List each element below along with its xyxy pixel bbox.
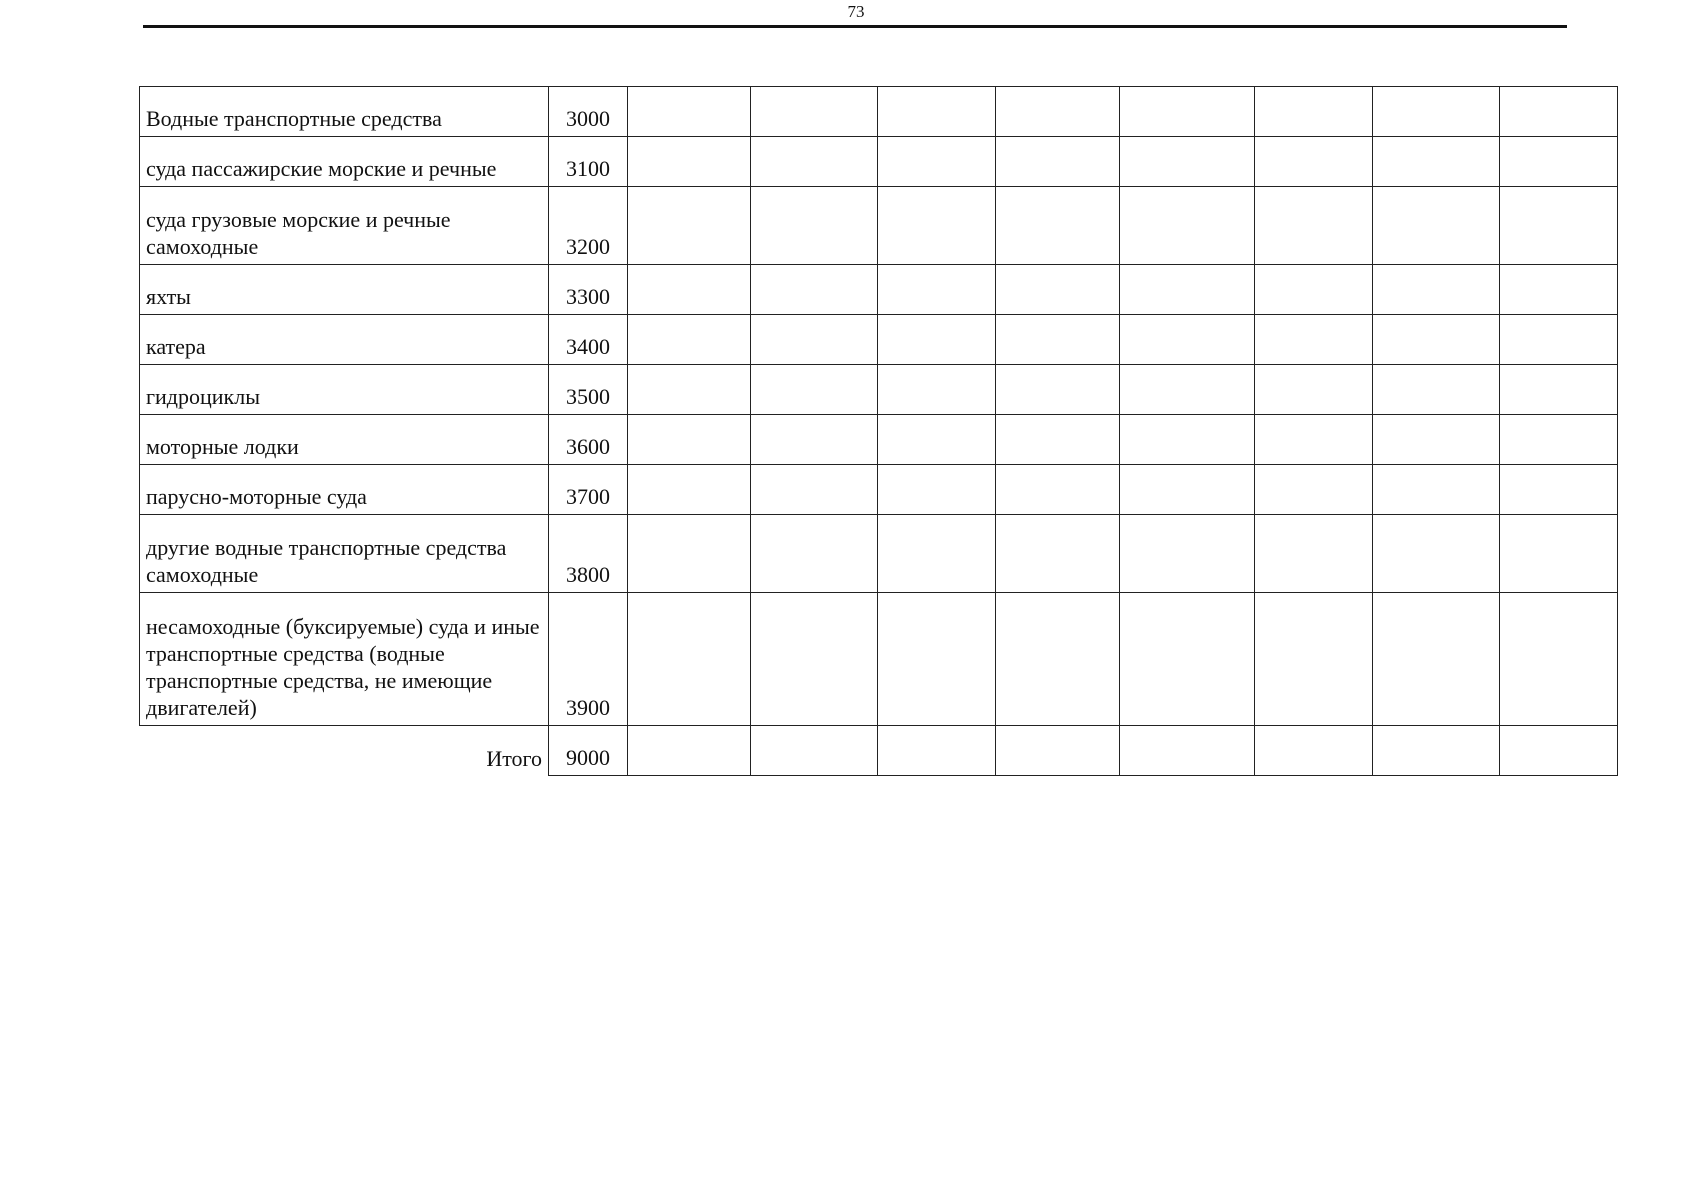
input-cell[interactable] [1255, 593, 1373, 726]
row-code: 3300 [549, 265, 628, 315]
input-cell[interactable] [1500, 515, 1618, 593]
input-cell[interactable] [1373, 365, 1500, 415]
input-cell[interactable] [1373, 315, 1500, 365]
total-code: 9000 [549, 726, 628, 776]
input-cell[interactable] [878, 465, 996, 515]
input-cell[interactable] [1255, 465, 1373, 515]
input-cell[interactable] [1255, 187, 1373, 265]
input-cell[interactable] [751, 265, 878, 315]
input-cell[interactable] [878, 365, 996, 415]
input-cell[interactable] [996, 265, 1120, 315]
row-code: 3500 [549, 365, 628, 415]
input-cell[interactable] [1120, 415, 1255, 465]
input-cell[interactable] [878, 726, 996, 776]
input-cell[interactable] [996, 515, 1120, 593]
input-cell[interactable] [628, 187, 751, 265]
input-cell[interactable] [1120, 365, 1255, 415]
row-label: моторные лодки [140, 415, 549, 465]
row-code: 3200 [549, 187, 628, 265]
input-cell[interactable] [1120, 465, 1255, 515]
table-row [140, 87, 1618, 137]
row-code: 3600 [549, 415, 628, 465]
row-label: яхты [140, 265, 549, 315]
input-cell[interactable] [1500, 187, 1618, 265]
input-cell[interactable] [1255, 87, 1373, 137]
input-cell[interactable] [878, 187, 996, 265]
input-cell[interactable] [1120, 265, 1255, 315]
input-cell[interactable] [751, 726, 878, 776]
table-row [140, 365, 1618, 415]
input-cell[interactable] [1373, 187, 1500, 265]
input-cell[interactable] [996, 315, 1120, 365]
input-cell[interactable] [878, 315, 996, 365]
input-cell[interactable] [996, 137, 1120, 187]
input-cell[interactable] [1373, 415, 1500, 465]
input-cell[interactable] [878, 87, 996, 137]
input-cell[interactable] [751, 593, 878, 726]
input-cell[interactable] [628, 726, 751, 776]
input-cell[interactable] [878, 265, 996, 315]
input-cell[interactable] [996, 87, 1120, 137]
input-cell[interactable] [751, 465, 878, 515]
input-cell[interactable] [1120, 187, 1255, 265]
input-cell[interactable] [1255, 515, 1373, 593]
input-cell[interactable] [996, 365, 1120, 415]
input-cell[interactable] [1120, 315, 1255, 365]
input-cell[interactable] [628, 365, 751, 415]
input-cell[interactable] [1500, 465, 1618, 515]
input-cell[interactable] [628, 137, 751, 187]
input-cell[interactable] [1120, 515, 1255, 593]
table-row [140, 465, 1618, 515]
input-cell[interactable] [1500, 315, 1618, 365]
input-cell[interactable] [1255, 315, 1373, 365]
input-cell[interactable] [751, 415, 878, 465]
row-label: парусно-моторные суда [140, 465, 549, 515]
input-cell[interactable] [628, 515, 751, 593]
table-row [140, 515, 1618, 593]
row-label: катера [140, 315, 549, 365]
input-cell[interactable] [1373, 87, 1500, 137]
input-cell[interactable] [1500, 726, 1618, 776]
input-cell[interactable] [751, 365, 878, 415]
table-row [140, 593, 1618, 726]
input-cell[interactable] [996, 593, 1120, 726]
input-cell[interactable] [1120, 726, 1255, 776]
input-cell[interactable] [1120, 593, 1255, 726]
input-cell[interactable] [996, 187, 1120, 265]
row-code: 3400 [549, 315, 628, 365]
input-cell[interactable] [1500, 137, 1618, 187]
table-row [140, 415, 1618, 465]
input-cell[interactable] [1500, 87, 1618, 137]
input-cell[interactable] [996, 726, 1120, 776]
input-cell[interactable] [1255, 265, 1373, 315]
input-cell[interactable] [628, 265, 751, 315]
input-cell[interactable] [628, 593, 751, 726]
row-label: суда грузовые морские и речные самоходные [140, 187, 549, 265]
row-code: 3100 [549, 137, 628, 187]
input-cell[interactable] [628, 87, 751, 137]
input-cell[interactable] [996, 465, 1120, 515]
row-label: Водные транспортные средства [140, 87, 549, 137]
table-row [140, 137, 1618, 187]
input-cell[interactable] [628, 315, 751, 365]
input-cell[interactable] [1120, 137, 1255, 187]
table-row [140, 315, 1618, 365]
input-cell[interactable] [1120, 87, 1255, 137]
input-cell[interactable] [628, 415, 751, 465]
input-cell[interactable] [628, 465, 751, 515]
input-cell[interactable] [1373, 515, 1500, 593]
input-cell[interactable] [751, 87, 878, 137]
row-label: гидроциклы [140, 365, 549, 415]
input-cell[interactable] [751, 137, 878, 187]
row-code: 3000 [549, 87, 628, 137]
input-cell[interactable] [1373, 726, 1500, 776]
input-cell[interactable] [1373, 465, 1500, 515]
input-cell[interactable] [1500, 415, 1618, 465]
input-cell[interactable] [1373, 593, 1500, 726]
input-cell[interactable] [1500, 593, 1618, 726]
input-cell[interactable] [751, 315, 878, 365]
input-cell[interactable] [1500, 265, 1618, 315]
row-label: другие водные транспортные средства самоходные [140, 515, 549, 593]
table-row [140, 265, 1618, 315]
row-label: несамоходные (буксируемые) суда и иные транспортные средства (водные транспортные средства, не имеющие двигателей) [140, 593, 549, 726]
input-cell[interactable] [751, 187, 878, 265]
row-code: 3700 [549, 465, 628, 515]
input-cell[interactable] [1255, 415, 1373, 465]
header-rule [143, 25, 1567, 28]
input-cell[interactable] [878, 137, 996, 187]
input-cell[interactable] [1500, 365, 1618, 415]
row-label: суда пассажирские морские и речные [140, 137, 549, 187]
input-cell[interactable] [878, 593, 996, 726]
input-cell[interactable] [1373, 137, 1500, 187]
input-cell[interactable] [878, 415, 996, 465]
row-code: 3900 [549, 593, 628, 726]
input-cell[interactable] [751, 515, 878, 593]
row-code: 3800 [549, 515, 628, 593]
input-cell[interactable] [1255, 137, 1373, 187]
input-cell[interactable] [1255, 726, 1373, 776]
input-cell[interactable] [1373, 265, 1500, 315]
input-cell[interactable] [878, 515, 996, 593]
input-cell[interactable] [1255, 365, 1373, 415]
table-row [140, 187, 1618, 265]
total-label: Итого [486, 745, 542, 771]
page-number: 73 [847, 2, 865, 21]
input-cell[interactable] [996, 415, 1120, 465]
vehicle-form-table [139, 86, 1618, 776]
total-row [140, 726, 1618, 776]
